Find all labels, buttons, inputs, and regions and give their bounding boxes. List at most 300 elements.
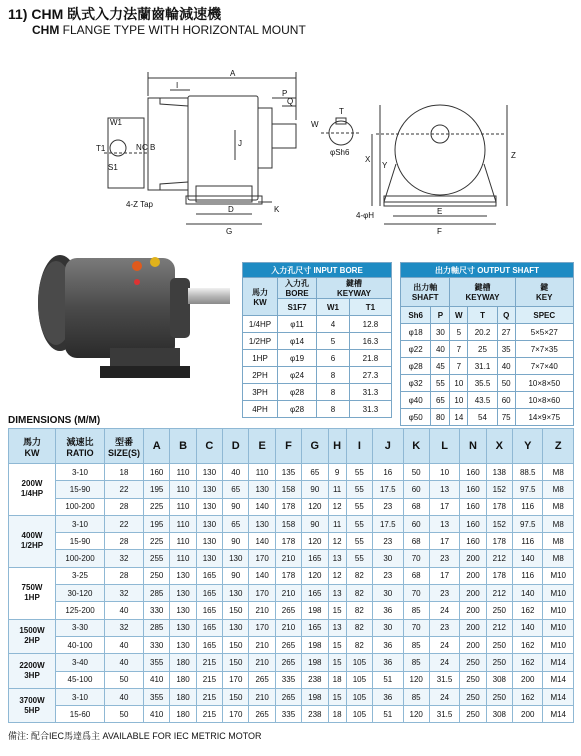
dim-cell: 90 <box>302 481 328 498</box>
dim-cell: 212 <box>486 585 512 602</box>
output-shaft-cell: φ18 <box>401 324 431 341</box>
dim-col-size <box>105 429 144 464</box>
dim-cell: 210 <box>249 636 275 653</box>
dim-cell: 22 <box>105 515 144 532</box>
output-shaft <box>272 124 296 148</box>
dim-cell: 180 <box>170 654 196 671</box>
dim-cell: 18 <box>328 706 346 723</box>
dim-cell: 105 <box>346 671 372 688</box>
output-shaft-cell: 55 <box>431 375 450 392</box>
dim-cell: 140 <box>513 585 543 602</box>
dim-cell: 120 <box>403 706 429 723</box>
dim-cell: 265 <box>275 636 301 653</box>
dim-cell: 23 <box>373 567 403 584</box>
dim-row <box>9 585 574 602</box>
dim-cell: 210 <box>275 619 301 636</box>
dim-cell: 130 <box>196 533 222 550</box>
dim-cell: 250 <box>460 654 486 671</box>
dim-cell: 178 <box>486 533 512 550</box>
input-bore-cell: 12.8 <box>349 316 391 333</box>
output-shaft-cell: 10×8×60 <box>515 392 573 409</box>
output-shaft-cell: 10×8×50 <box>515 375 573 392</box>
dim-row <box>9 602 574 619</box>
dim-cell: M8 <box>543 550 574 567</box>
dim-cell: 82 <box>346 619 372 636</box>
dim-cell: 3-40 <box>56 654 105 671</box>
dim-cell: M14 <box>543 654 574 671</box>
input-bore-col-bore-cn: 入力孔 <box>285 279 309 288</box>
output-shaft-col-keyway <box>450 278 515 307</box>
dim-cell: 150 <box>223 688 249 705</box>
label-Y: Y <box>382 161 388 170</box>
input-bore-cell: φ24 <box>278 367 317 384</box>
dim-cell: 160 <box>460 498 486 515</box>
dim-cell: 3-10 <box>56 515 105 532</box>
output-shaft-cell: 60 <box>497 392 515 409</box>
dim-cell: 130 <box>223 585 249 602</box>
photo-body <box>65 258 175 358</box>
dim-cell: 36 <box>373 688 403 705</box>
output-shaft-subheader: T <box>468 307 498 324</box>
dim-col-letter: J <box>373 429 403 464</box>
dim-cell: 85 <box>403 602 429 619</box>
dim-cell: 11 <box>328 481 346 498</box>
input-bore-cell: 2PH <box>243 367 278 384</box>
dim-cell: 90 <box>223 567 249 584</box>
dim-cell: 70 <box>403 550 429 567</box>
photo-shaft <box>188 288 230 304</box>
output-shaft-cell: φ50 <box>401 409 431 426</box>
dim-cell: 215 <box>196 671 222 688</box>
dim-cell: 130 <box>223 619 249 636</box>
dim-kw-value: 750W <box>21 583 43 593</box>
title-number: 11) <box>8 6 28 22</box>
dim-col-letter: D <box>223 429 249 464</box>
dim-cell: 24 <box>429 654 459 671</box>
dim-cell: 238 <box>302 706 328 723</box>
input-bore-cell: 31.3 <box>349 401 391 418</box>
dim-cell: 238 <box>302 671 328 688</box>
dim-cell: 178 <box>275 567 301 584</box>
dim-cell: 410 <box>144 671 170 688</box>
dim-cell: 15 <box>328 602 346 619</box>
dim-cell: 210 <box>249 688 275 705</box>
dimensions-table <box>8 428 574 723</box>
output-shaft-col-shaft <box>401 278 450 307</box>
input-bore-cell: 1/2HP <box>243 333 278 350</box>
dim-cell: 250 <box>486 602 512 619</box>
dim-cell: 3-10 <box>56 688 105 705</box>
dim-col-letter: X <box>486 429 512 464</box>
input-bore-cell: 1HP <box>243 350 278 367</box>
dim-cell: 3-25 <box>56 567 105 584</box>
label-Z: Z <box>511 151 516 160</box>
dim-row <box>9 567 574 584</box>
dim-cell: 32 <box>105 585 144 602</box>
dim-cell: 28 <box>105 498 144 515</box>
input-bore-col-keyway-en: KEYWAY <box>337 289 371 298</box>
input-bore-subheader: W1 <box>317 299 350 316</box>
dim-cell: 130 <box>170 567 196 584</box>
dim-cell: 140 <box>249 567 275 584</box>
footnote: 備注: 配合IEC馬達爲主 AVAILABLE FOR IEC METRIC MOTOR <box>8 731 262 741</box>
dim-cell: 200 <box>513 706 543 723</box>
dim-cell: 105 <box>346 654 372 671</box>
input-bore-cell: 6 <box>317 350 350 367</box>
dim-cell: 40 <box>105 602 144 619</box>
input-bore-cell: 27.3 <box>349 367 391 384</box>
input-bore-cell: φ19 <box>278 350 317 367</box>
dim-cell: 32 <box>105 550 144 567</box>
output-shaft-cell: 14 <box>450 409 468 426</box>
output-shaft-subheader: Sh6 <box>401 307 431 324</box>
dim-row <box>9 688 574 705</box>
output-shaft-cell: φ32 <box>401 375 431 392</box>
input-bore-title-en: INPUT BORE <box>313 265 363 275</box>
gear-reducer-photo <box>30 248 240 388</box>
dim-cell: 116 <box>513 533 543 550</box>
dim-cell: 210 <box>275 585 301 602</box>
dim-cell: 250 <box>486 688 512 705</box>
dim-cell: 90 <box>223 533 249 550</box>
dim-cell: 9 <box>328 464 346 481</box>
dim-cell: 135 <box>275 464 301 481</box>
dim-cell: 165 <box>196 636 222 653</box>
dim-col-ratio <box>56 429 105 464</box>
dim-cell: 90 <box>223 498 249 515</box>
dim-cell: 82 <box>346 567 372 584</box>
label-X: X <box>365 155 371 164</box>
dim-cell: 140 <box>513 619 543 636</box>
dim-row <box>9 619 574 636</box>
dim-cell: 100-200 <box>56 498 105 515</box>
dim-cell: 82 <box>346 636 372 653</box>
label-C: C <box>142 143 148 152</box>
label-Sh6: φSh6 <box>330 148 350 157</box>
dim-cell: 110 <box>170 481 196 498</box>
input-bore-subheader: S1F7 <box>278 299 317 316</box>
dim-cell: 55 <box>346 533 372 550</box>
dim-row <box>9 481 574 498</box>
dim-cell: 13 <box>328 619 346 636</box>
dim-cell: 330 <box>144 636 170 653</box>
dim-col-letter: G <box>302 429 328 464</box>
dim-cell: 28 <box>105 533 144 550</box>
dim-cell: 308 <box>486 706 512 723</box>
dim-cell: M10 <box>543 619 574 636</box>
dim-cell: 15 <box>328 688 346 705</box>
dim-cell: 198 <box>302 654 328 671</box>
dim-cell: 165 <box>196 567 222 584</box>
dim-cell: 198 <box>302 636 328 653</box>
dim-cell: 55 <box>346 515 372 532</box>
dim-cell: 17.5 <box>373 515 403 532</box>
label-F: F <box>437 227 442 236</box>
input-bore-title <box>243 263 392 278</box>
front-foot <box>384 196 496 206</box>
dim-col-kw-cn: 馬力 <box>22 436 41 447</box>
dim-cell: 36 <box>373 602 403 619</box>
output-shaft-cell: 45 <box>431 358 450 375</box>
input-bore-cell: 8 <box>317 384 350 401</box>
dim-cell: 265 <box>249 671 275 688</box>
dim-cell: 70 <box>403 619 429 636</box>
dim-cell: 195 <box>144 515 170 532</box>
label-Q: Q <box>287 97 294 106</box>
dim-cell: 130 <box>196 550 222 567</box>
dim-cell: 285 <box>144 619 170 636</box>
dim-cell: 410 <box>144 706 170 723</box>
dim-cell: 130 <box>196 481 222 498</box>
dim-cell: 88.5 <box>513 464 543 481</box>
input-bore-row <box>243 401 392 418</box>
input-bore-cell: 1/4HP <box>243 316 278 333</box>
flange-hatch <box>160 98 188 190</box>
dim-cell: 225 <box>144 533 170 550</box>
dim-cell: 210 <box>249 654 275 671</box>
dim-col-size-en: SIZE(S) <box>107 447 140 458</box>
dim-cell: 215 <box>196 654 222 671</box>
dim-kw-value: 2200W <box>19 661 45 671</box>
output-shaft-cell: 7×7×35 <box>515 341 573 358</box>
dim-row <box>9 498 574 515</box>
dim-cell: 23 <box>373 498 403 515</box>
dim-col-letter: B <box>170 429 196 464</box>
dim-cell: 55 <box>346 464 372 481</box>
dim-cell: 32 <box>105 619 144 636</box>
dim-cell: 11 <box>328 515 346 532</box>
dim-row <box>9 636 574 653</box>
dim-cell: 110 <box>170 498 196 515</box>
output-shaft-col-shaft-en: SHAFT <box>411 293 439 302</box>
dim-cell: 178 <box>486 498 512 515</box>
output-shaft-cell: φ40 <box>401 392 431 409</box>
dim-cell: 308 <box>486 671 512 688</box>
dim-cell: 200 <box>513 671 543 688</box>
dim-cell: 285 <box>144 585 170 602</box>
input-bore-cell: 31.3 <box>349 384 391 401</box>
dim-cell: 265 <box>275 688 301 705</box>
output-shaft-cell: 75 <box>497 409 515 426</box>
input-bore-cell: 4 <box>317 316 350 333</box>
dim-cell: 162 <box>513 602 543 619</box>
dim-cell: 65 <box>223 481 249 498</box>
dim-cell: 215 <box>196 688 222 705</box>
dim-cell: 51 <box>373 706 403 723</box>
label-J: J <box>238 139 242 148</box>
dim-cell: 68 <box>403 567 429 584</box>
dim-cell: 60 <box>403 515 429 532</box>
output-shaft-col-key-cn: 鍵 <box>540 283 549 292</box>
dim-cell: 162 <box>513 636 543 653</box>
dim-cell: 130 <box>170 636 196 653</box>
dim-cell: 160 <box>144 464 170 481</box>
dim-cell: 15 <box>328 636 346 653</box>
dim-kw-cell <box>9 619 56 654</box>
dim-hp-value: 3HP <box>24 671 40 681</box>
dim-cell: 50 <box>403 464 429 481</box>
output-shaft-cell: φ22 <box>401 341 431 358</box>
dim-cell: 160 <box>460 515 486 532</box>
input-bore-subheader: T1 <box>349 299 391 316</box>
dim-cell: 18 <box>105 464 144 481</box>
output-shaft-subheader: Q <box>497 307 515 324</box>
dim-cell: 212 <box>486 550 512 567</box>
output-shaft-col-shaft-cn: 出力軸 <box>413 283 438 292</box>
dim-cell: 130 <box>170 619 196 636</box>
dim-cell: 24 <box>429 602 459 619</box>
dim-row <box>9 671 574 688</box>
dim-cell: 355 <box>144 654 170 671</box>
dim-cell: 250 <box>460 706 486 723</box>
dim-cell: M8 <box>543 515 574 532</box>
dim-cell: 40 <box>105 654 144 671</box>
dim-cell: 65 <box>223 515 249 532</box>
label-B: B <box>150 143 156 152</box>
dim-cell: 60 <box>403 481 429 498</box>
output-shaft-cell: 20.2 <box>468 324 498 341</box>
label-E: E <box>437 207 443 216</box>
dim-col-letter: Y <box>513 429 543 464</box>
input-bore-row <box>243 367 392 384</box>
front-housing-circle <box>395 105 485 195</box>
subtitle-model: CHM <box>32 23 60 37</box>
input-bore-col-bore <box>278 278 317 299</box>
dim-cell: 130 <box>170 585 196 602</box>
dim-cell: 31.5 <box>429 671 459 688</box>
page-subtitle <box>32 23 306 37</box>
dim-cell: 24 <box>429 636 459 653</box>
dim-cell: 51 <box>373 671 403 688</box>
output-shaft-title-en: OUTPUT SHAFT <box>477 265 539 275</box>
dim-cell: 110 <box>170 533 196 550</box>
title-chinese: 臥式入力法蘭齒輪減速機 <box>67 6 222 22</box>
dim-col-letter: A <box>144 429 170 464</box>
input-bore-cell: φ11 <box>278 316 317 333</box>
dim-cell: 170 <box>249 550 275 567</box>
dim-cell: 200 <box>460 567 486 584</box>
input-bore-cell: 21.8 <box>349 350 391 367</box>
dim-cell: 255 <box>144 550 170 567</box>
dim-cell: 150 <box>223 654 249 671</box>
dim-col-letter: F <box>275 429 301 464</box>
dim-col-letter: E <box>249 429 275 464</box>
dim-cell: 130 <box>196 498 222 515</box>
dim-cell: 160 <box>460 481 486 498</box>
dim-cell: 30 <box>373 585 403 602</box>
dim-col-ratio-en: RATIO <box>66 447 94 458</box>
dim-cell: 250 <box>460 688 486 705</box>
dim-cell: 55 <box>346 498 372 515</box>
dim-cell: 15-90 <box>56 481 105 498</box>
dim-cell: 18 <box>328 671 346 688</box>
input-bore-col-keyway <box>317 278 392 299</box>
input-bore-row <box>243 350 392 367</box>
output-shaft-cell: 30 <box>431 324 450 341</box>
output-shaft-cell: 65 <box>431 392 450 409</box>
output-shaft-cell: 7×7×40 <box>515 358 573 375</box>
photo-plug-orange <box>132 261 142 271</box>
dim-col-letter: Z <box>543 429 574 464</box>
dimensions-title: DIMENSIONS (M/M) <box>8 415 101 426</box>
dim-cell: 165 <box>196 585 222 602</box>
dim-cell: 23 <box>373 533 403 550</box>
dim-cell: 140 <box>249 533 275 550</box>
dim-cell: 130 <box>196 464 222 481</box>
dim-cell: 180 <box>170 671 196 688</box>
output-shaft-row <box>401 375 574 392</box>
input-bore-cell: 3PH <box>243 384 278 401</box>
dim-cell: M10 <box>543 585 574 602</box>
dim-cell: 120 <box>302 498 328 515</box>
dim-cell: 30 <box>373 619 403 636</box>
input-bore-row <box>243 316 392 333</box>
dim-cell: M14 <box>543 671 574 688</box>
dim-cell: 178 <box>486 567 512 584</box>
dim-cell: 16 <box>373 464 403 481</box>
input-bore-cell: 8 <box>317 367 350 384</box>
dim-cell: 3-10 <box>56 464 105 481</box>
output-shaft-cell: 80 <box>431 409 450 426</box>
output-shaft-col-keyway-en: KEYWAY <box>465 293 500 302</box>
dim-row <box>9 654 574 671</box>
output-shaft-cell: 25 <box>468 341 498 358</box>
dim-cell: 22 <box>105 481 144 498</box>
dim-hp-value: 1HP <box>24 593 40 603</box>
dim-cell: M10 <box>543 636 574 653</box>
dim-cell: 15-90 <box>56 533 105 550</box>
dim-cell: 40 <box>223 464 249 481</box>
dim-cell: 138 <box>486 464 512 481</box>
dim-cell: 250 <box>486 636 512 653</box>
dim-cell: 120 <box>302 567 328 584</box>
output-shaft-cell: 14×9×75 <box>515 409 573 426</box>
dim-cell: 17 <box>429 567 459 584</box>
technical-drawing <box>0 40 581 250</box>
dim-col-letter: N <box>460 429 486 464</box>
dim-cell: 265 <box>275 654 301 671</box>
dim-cell: 55 <box>346 550 372 567</box>
dim-cell: 165 <box>196 602 222 619</box>
dim-cell: 31.5 <box>429 706 459 723</box>
output-shaft-cell: 35 <box>497 341 515 358</box>
output-shaft-cell: 10 <box>450 392 468 409</box>
dim-cell: M8 <box>543 498 574 515</box>
label-N: N <box>136 143 142 152</box>
dim-kw-cell <box>9 688 56 723</box>
dim-kw-cell <box>9 654 56 689</box>
dim-cell: 180 <box>170 706 196 723</box>
dim-cell: 17.5 <box>373 481 403 498</box>
dim-row <box>9 464 574 481</box>
dim-cell: 160 <box>460 533 486 550</box>
dim-col-size-cn: 型番 <box>114 436 133 447</box>
dim-cell: 116 <box>513 498 543 515</box>
dim-cell: M10 <box>543 602 574 619</box>
dim-cell: 23 <box>429 585 459 602</box>
dim-cell: 250 <box>460 671 486 688</box>
dim-kw-value: 400W <box>21 531 43 541</box>
label-I: I <box>176 81 179 90</box>
input-bore-col-keyway-cn: 鍵槽 <box>346 279 362 288</box>
dim-cell: 36 <box>373 654 403 671</box>
photo-plug-yellow <box>150 257 160 267</box>
dim-cell: 70 <box>403 585 429 602</box>
dim-cell: 65 <box>302 464 328 481</box>
dim-cell: 140 <box>249 498 275 515</box>
output-shaft-col-key-en: KEY <box>536 293 553 302</box>
input-bore-cell: 4PH <box>243 401 278 418</box>
